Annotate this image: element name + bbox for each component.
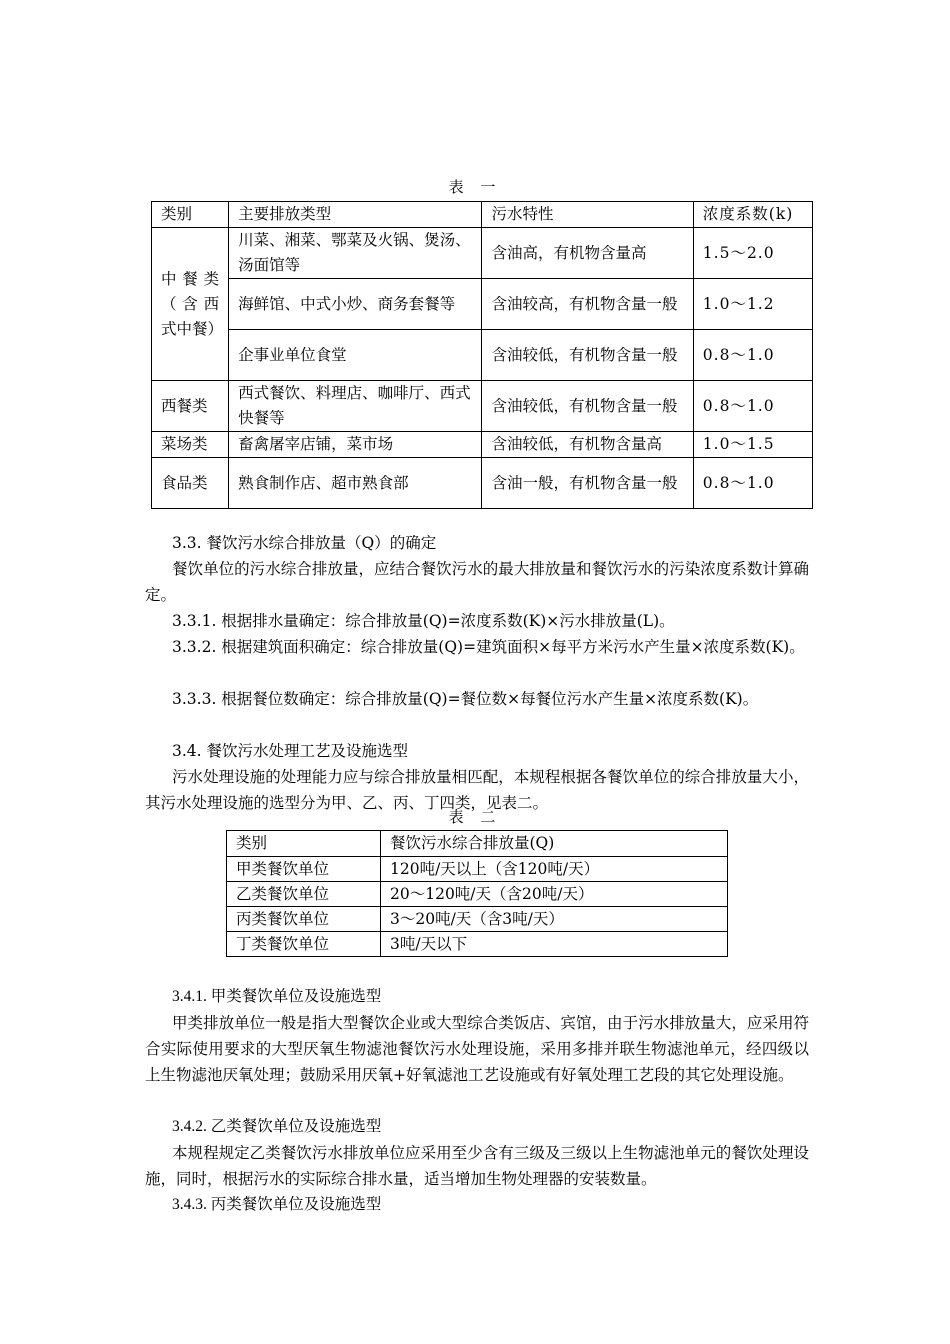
section-3-3-3: 3.3.3. 根据餐位数确定：综合排放量(Q)=餐位数×每餐位污水产生量×浓度系数(K)。 — [172, 690, 759, 708]
table-header-row — [152, 202, 813, 228]
coefficient-cell: 1.5～2.0 — [693, 228, 812, 279]
table-cell: 乙类餐饮单位 — [227, 882, 381, 907]
type-cell: 熟食制作店、超市熟食部 — [229, 458, 482, 509]
table-row — [152, 458, 813, 509]
category-cell: 菜场类 — [152, 432, 229, 458]
table-header-cell: 污水特性 — [482, 202, 693, 228]
section-3-3-heading: 3.3. 餐饮污水综合排放量（Q）的确定 — [172, 534, 437, 552]
coefficient-cell: 0.8～1.0 — [693, 458, 812, 509]
section-3-4-2-body: 本规程规定乙类餐饮污水排放单位应采用至少含有三级及三级以上生物滤池单元的餐饮处理设施，同时，根据污水的实际综合排水量，适当增加生物处理器的安装数量。 — [145, 1144, 809, 1188]
coefficient-cell: 0.8～1.0 — [693, 381, 812, 432]
table-row — [152, 381, 813, 432]
table-row — [227, 932, 728, 957]
table-cell: 120吨/天以上（含120吨/天） — [381, 857, 728, 882]
table-row — [227, 882, 728, 907]
table-header-cell: 类别 — [152, 202, 229, 228]
type-cell: 企事业单位食堂 — [229, 330, 482, 381]
type-cell: 畜禽屠宰店铺，菜市场 — [229, 432, 482, 458]
table2-caption: 表 二 — [448, 808, 502, 826]
table-cell: 丙类餐饮单位 — [227, 907, 381, 932]
table-row — [152, 279, 813, 330]
table-header-cell: 浓度系数(k) — [693, 202, 812, 228]
table-row — [227, 907, 728, 932]
table-row — [152, 330, 813, 381]
feature-cell: 含油较低，有机物含量一般 — [482, 381, 693, 432]
table1-caption: 表 一 — [448, 178, 502, 196]
section-3-3-2: 3.3.2. 根据建筑面积确定：综合排放量(Q)=建筑面积×每平方米污水产生量×浓度系数(K)。 — [172, 638, 805, 656]
category-cell: 中餐类（含西式中餐） — [152, 228, 229, 381]
table-cell: 20～120吨/天（含20吨/天） — [381, 882, 728, 907]
table-row — [152, 432, 813, 458]
table-row — [227, 857, 728, 882]
category-cell: 食品类 — [152, 458, 229, 509]
table-row — [152, 228, 813, 279]
table-cell: 丁类餐饮单位 — [227, 932, 381, 957]
section-3-4-2-heading: 3.4.2. 乙类餐饮单位及设施选型 — [172, 1118, 382, 1135]
table1 — [151, 201, 813, 509]
table-header-row — [227, 831, 728, 857]
feature-cell: 含油较低，有机物含量一般 — [482, 330, 693, 381]
type-cell: 川菜、湘菜、鄂菜及火锅、煲汤、汤面馆等 — [229, 228, 482, 279]
table-cell: 3～20吨/天（含3吨/天） — [381, 907, 728, 932]
coefficient-cell: 1.0～1.5 — [693, 432, 812, 458]
table-cell: 3吨/天以下 — [381, 932, 728, 957]
type-cell: 海鲜馆、中式小炒、商务套餐等 — [229, 279, 482, 330]
section-3-3-intro: 餐饮单位的污水综合排放量，应结合餐饮污水的最大排放量和餐饮污水的污染浓度系数计算确定。 — [145, 560, 809, 604]
feature-cell: 含油较高，有机物含量一般 — [482, 279, 693, 330]
table2 — [226, 830, 728, 957]
section-3-4-1-body: 甲类排放单位一般是指大型餐饮企业或大型综合类饭店、宾馆，由于污水排放量大，应采用符合实际使用要求的大型厌氧生物滤池餐饮污水处理设施，采用多排并联生物滤池单元，经四级以上生物滤池厌氧处理；鼓励采用厌氧+好氧滤池工艺设施或有好氧处理工艺段的其它处理设施。 — [145, 1014, 809, 1084]
feature-cell: 含油一般，有机物含量一般 — [482, 458, 693, 509]
section-3-4-intro: 污水处理设施的处理能力应与综合排放量相匹配，本规程根据各餐饮单位的综合排放量大小，其污水处理设施的选型分为甲、乙、丙、丁四类，见表二。 — [145, 768, 809, 812]
section-3-4-3-heading: 3.4.3. 丙类餐饮单位及设施选型 — [172, 1196, 382, 1213]
table-header-cell: 餐饮污水综合排放量(Q) — [381, 831, 728, 857]
category-cell: 西餐类 — [152, 381, 229, 432]
coefficient-cell: 0.8～1.0 — [693, 330, 812, 381]
section-3-4-heading: 3.4. 餐饮污水处理工艺及设施选型 — [172, 742, 409, 760]
feature-cell: 含油较低，有机物含量高 — [482, 432, 693, 458]
coefficient-cell: 1.0～1.2 — [693, 279, 812, 330]
table-cell: 甲类餐饮单位 — [227, 857, 381, 882]
feature-cell: 含油高，有机物含量高 — [482, 228, 693, 279]
table-header-cell: 主要排放类型 — [229, 202, 482, 228]
table-header-cell: 类别 — [227, 831, 381, 857]
section-3-3-1: 3.3.1. 根据排水量确定：综合排放量(Q)=浓度系数(K)×污水排放量(L)。 — [172, 612, 675, 630]
type-cell: 西式餐饮、料理店、咖啡厅、西式快餐等 — [229, 381, 482, 432]
section-3-4-1-heading: 3.4.1. 甲类餐饮单位及设施选型 — [172, 988, 382, 1005]
